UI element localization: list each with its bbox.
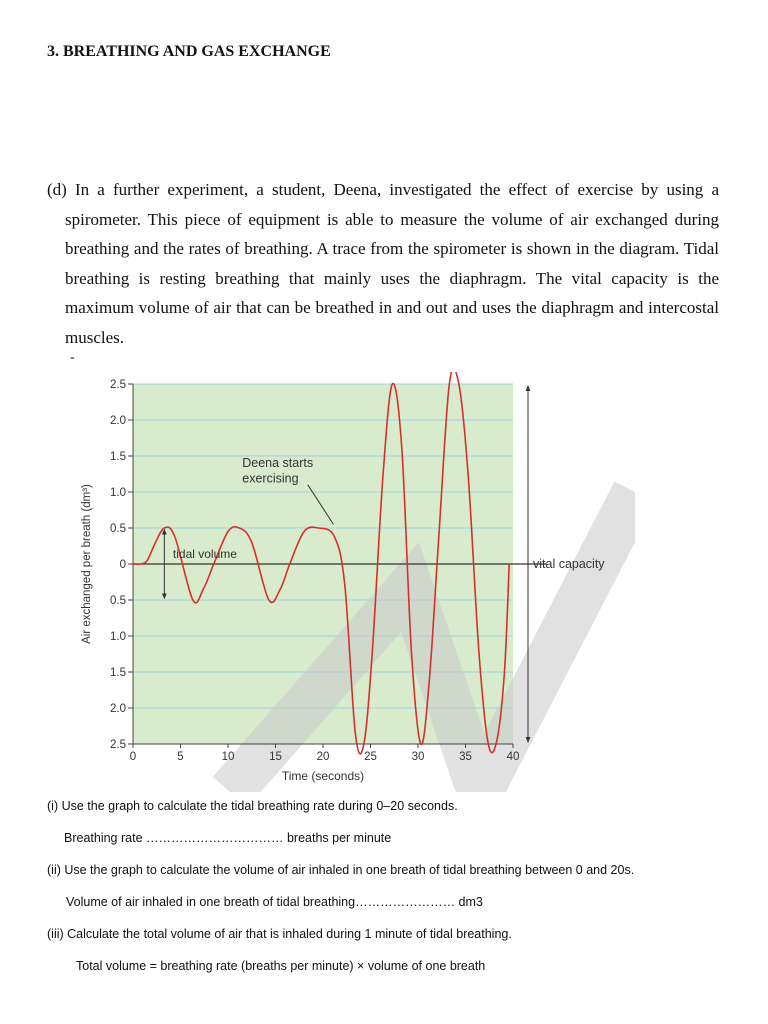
y-tick-label: 0.5 — [110, 523, 126, 535]
exercise-label-line1: Deena starts — [242, 455, 314, 470]
x-tick-label: 15 — [269, 751, 282, 763]
x-tick-label: 5 — [177, 751, 184, 763]
y-tick-label: 2.0 — [110, 415, 126, 427]
spirometer-chart — [75, 372, 635, 792]
y-tick-label: 1.5 — [110, 451, 126, 463]
formula-line-iii: Total volume = breathing rate (breaths per minute) × volume of one breath — [76, 959, 486, 973]
question-i: (i) Use the graph to calculate the tidal breathing rate during 0–20 seconds. — [47, 799, 458, 813]
x-tick-label: 10 — [221, 751, 235, 763]
y-tick-label: 2.0 — [110, 703, 126, 715]
y-tick-label: 2.5 — [110, 379, 126, 391]
y-tick-label: 1.0 — [110, 487, 126, 499]
y-tick-label: 2.5 — [110, 739, 126, 751]
x-axis-label: Time (seconds) — [281, 769, 365, 783]
tidal-volume-label: tidal volume — [172, 547, 237, 561]
y-tick-label: 1.0 — [110, 631, 126, 643]
y-tick-label: 1.5 — [110, 667, 126, 679]
question-iii: (iii) Calculate the total volume of air that is inhaled during 1 minute of tidal breathing. — [47, 927, 512, 941]
answer-line-i: Breathing rate …………………………… breaths per minute — [64, 831, 392, 845]
x-tick-label: 20 — [316, 751, 330, 763]
y-tick-label: 0 — [119, 559, 126, 571]
exercise-label-line2: exercising — [242, 471, 299, 486]
x-tick-label: 40 — [506, 751, 520, 763]
x-tick-label: 30 — [411, 751, 425, 763]
x-tick-label: 25 — [364, 751, 377, 763]
section-heading: 3. BREATHING AND GAS EXCHANGE — [47, 43, 331, 60]
answer-line-ii: Volume of air inhaled in one breath of tidal breathing…………………… dm3 — [66, 895, 483, 909]
question-d-text: (d) In a further experiment, a student, Deena, investigated the effect of exercise by using a spirometer. This piece of equipment is able to measure the volume of air exchanged during breathing and the rates of breathing. A trace from the spirometer is shown in the diagram. Tidal breathing is resting breathing that mainly uses the diaphragm. The vital capacity is the maximum volume of air that can be breathed in and out and uses the diaphragm and intercostal muscles. — [47, 180, 719, 347]
y-tick-label: 0.5 — [110, 595, 126, 607]
x-tick-label: 0 — [129, 751, 137, 763]
y-axis-label: Air exchanged per breath (dm³) — [81, 484, 93, 644]
question-paragraph — [47, 175, 719, 352]
question-ii: (ii) Use the graph to calculate the volume of air inhaled in one breath of tidal breathing between 0 and 20s. — [47, 863, 635, 877]
x-tick-label: 35 — [459, 751, 472, 763]
vital-capacity-label: vital capacity — [533, 557, 605, 571]
stray-dash: - — [70, 350, 75, 365]
